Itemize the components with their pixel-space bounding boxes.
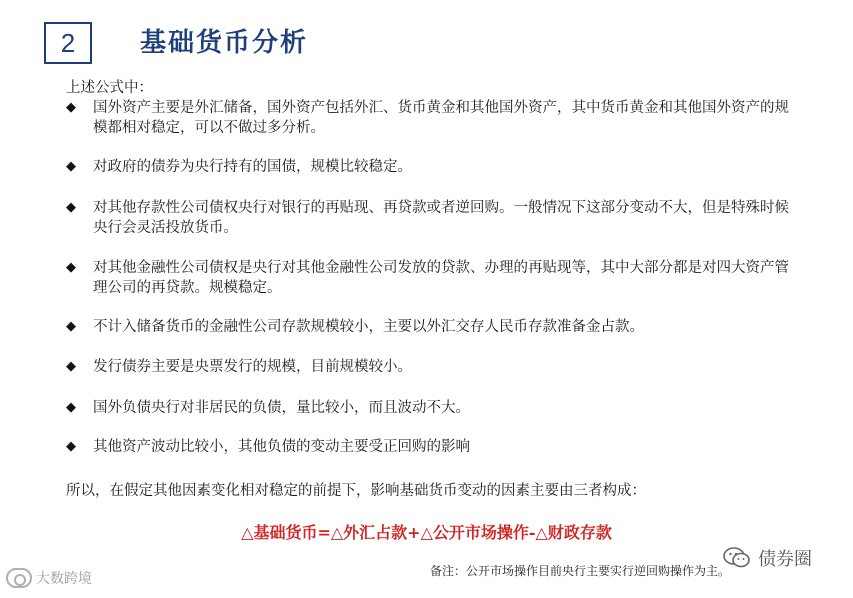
bullet-item — [66, 398, 796, 418]
bullet-item — [66, 157, 796, 177]
intro-line: 上述公式中： — [66, 80, 153, 96]
watermark-left — [6, 568, 92, 588]
slide-number-box — [44, 22, 92, 64]
camera-logo-icon — [6, 568, 32, 588]
diamond-bullet-icon: ◆ — [66, 159, 76, 174]
slide-title: 基础货币分析 — [140, 28, 309, 58]
watermark-right-text: 债券圈 — [758, 549, 812, 570]
bullet-text: 国外负债央行对非居民的负债，量比较小，而且波动不大。 — [93, 400, 470, 416]
slide-number: 2 — [60, 27, 76, 58]
diamond-bullet-icon: ◆ — [66, 319, 76, 334]
bullet-item — [66, 198, 796, 238]
wechat-icon — [722, 546, 752, 570]
diamond-bullet-icon: ◆ — [66, 260, 76, 275]
diamond-bullet-icon: ◆ — [66, 359, 76, 374]
formula: △基础货币=△外汇占款+△公开市场操作-△财政存款 — [241, 523, 612, 542]
conclusion-text: 所以，在假定其他因素变化相对稳定的前提下，影响基础货币变动的因素主要由三者构成： — [66, 483, 646, 499]
bullet-item — [66, 317, 796, 337]
footnote: 备注：公开市场操作目前央行主要实行逆回购操作为主。 — [430, 564, 731, 578]
bullet-item — [66, 357, 796, 377]
bullet-text: 国外资产主要是外汇储备，国外资产包括外汇、货币黄金和其他国外资产，其中货币黄金和其他国外资产的规模都相对稳定，可以不做过多分析。 — [93, 100, 789, 136]
bullet-item — [66, 437, 796, 457]
diamond-bullet-icon: ◆ — [66, 400, 76, 415]
content-body — [66, 78, 796, 499]
bullet-text: 对政府的债券为央行持有的国债，规模比较稳定。 — [93, 159, 412, 175]
bullet-text: 其他资产波动比较小，其他负债的变动主要受正回购的影响 — [93, 439, 470, 455]
diamond-bullet-icon: ◆ — [66, 100, 76, 115]
bullet-text: 对其他金融性公司债权是央行对其他金融性公司发放的贷款、办理的再贴现等，其中大部分都是对四大资产管理公司的再贷款。规模稳定。 — [93, 260, 789, 296]
watermark-left-text: 大数跨境 — [36, 571, 92, 587]
bullet-item — [66, 258, 796, 298]
diamond-bullet-icon: ◆ — [66, 200, 76, 215]
bullet-text: 发行债券主要是央票发行的规模，目前规模较小。 — [93, 359, 412, 375]
bullet-text: 对其他存款性公司债权央行对银行的再贴现、再贷款或者逆回购。一般情况下这部分变动不大，但是特殊时候央行会灵活投放货币。 — [93, 200, 789, 236]
diamond-bullet-icon: ◆ — [66, 439, 76, 454]
watermark-right — [722, 545, 812, 571]
bullet-item — [66, 98, 796, 138]
bullet-text: 不计入储备货币的金融性公司存款规模较小，主要以外汇交存人民币存款准备金占款。 — [93, 319, 644, 335]
